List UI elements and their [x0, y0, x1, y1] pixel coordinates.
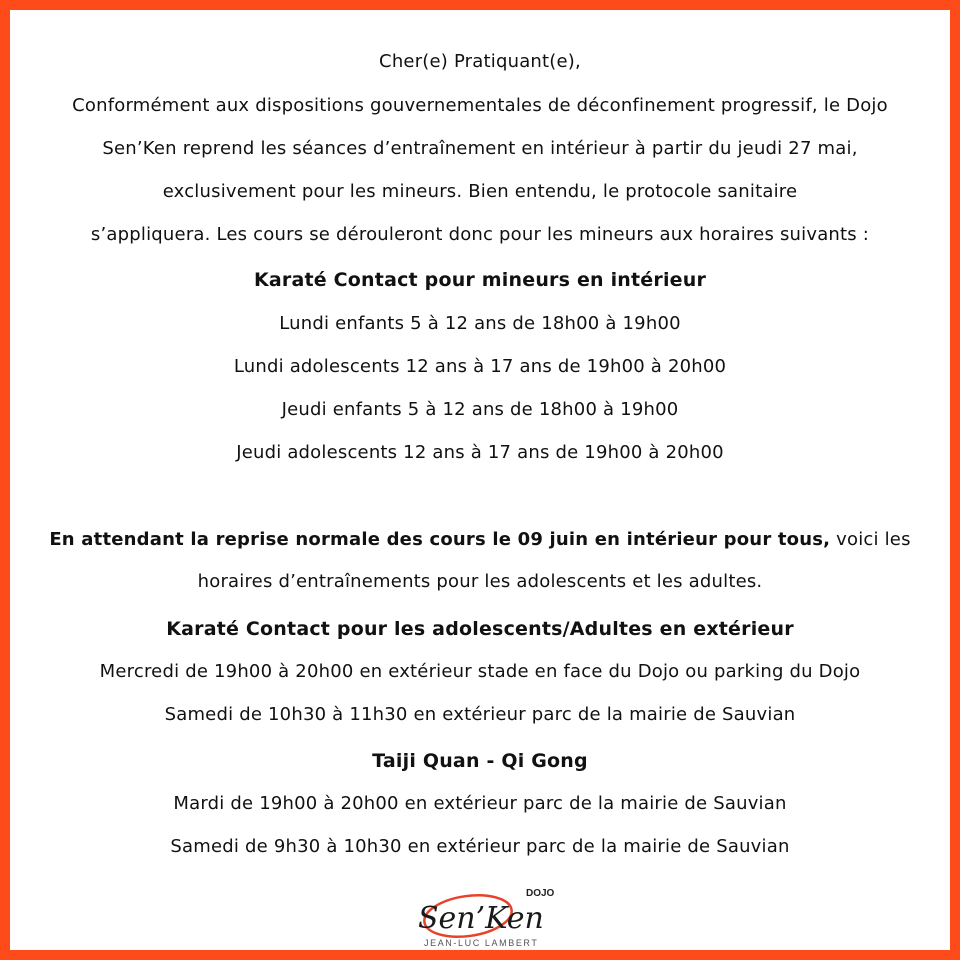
waiting-bold-text: En attendant la reprise normale des cours le 09 juin en intérieur pour tous, — [49, 529, 831, 550]
section-adults-title: Karaté Contact pour les adolescents/Adultes en extérieur — [166, 618, 794, 640]
logo-subtitle-text: JEAN-LUC LAMBERT — [424, 938, 539, 948]
waiting-rest-text: voici les — [830, 529, 911, 550]
waiting-line-2: horaires d’entraînements pour les adolescents et les adultes. — [197, 571, 763, 592]
logo-dojo-text: DOJO — [526, 888, 555, 899]
taiji-schedule-item: Mardi de 19h00 à 20h00 en extérieur parc de la mairie de Sauvian — [173, 793, 787, 814]
logo-brand-text: Sen’Ken — [418, 901, 544, 936]
waiting-line-1 — [10, 528, 950, 552]
taiji-schedule-item: Samedi de 9h30 à 10h30 en extérieur parc de la mairie de Sauvian — [170, 836, 790, 857]
minors-schedule-item: Jeudi enfants 5 à 12 ans de 18h00 à 19h00 — [281, 399, 679, 420]
senken-logo — [400, 880, 570, 952]
adults-schedule-item: Samedi de 10h30 à 11h30 en extérieur parc de la mairie de Sauvian — [164, 704, 796, 725]
intro-line-2: Sen’Ken reprend les séances d’entraînement en intérieur à partir du jeudi 27 mai, — [102, 138, 858, 159]
minors-schedule-item: Jeudi adolescents 12 ans à 17 ans de 19h00 à 20h00 — [236, 442, 724, 463]
section-minors-title: Karaté Contact pour mineurs en intérieur — [253, 269, 707, 291]
intro-line-3: exclusivement pour les mineurs. Bien entendu, le protocole sanitaire — [162, 181, 798, 202]
intro-line-1: Conformément aux dispositions gouvernementales de déconfinement progressif, le Dojo — [72, 95, 888, 116]
section-taiji-title: Taiji Quan - Qi Gong — [372, 750, 588, 772]
intro-line-4: s’appliquera. Les cours se dérouleront donc pour les mineurs aux horaires suivants : — [90, 224, 870, 245]
minors-schedule-item: Lundi adolescents 12 ans à 17 ans de 19h00 à 20h00 — [233, 356, 727, 377]
adults-schedule-item: Mercredi de 19h00 à 20h00 en extérieur stade en face du Dojo ou parking du Dojo — [99, 661, 861, 682]
minors-schedule-item: Lundi enfants 5 à 12 ans de 18h00 à 19h00 — [279, 313, 681, 334]
salutation: Cher(e) Pratiquant(e), — [379, 51, 581, 72]
